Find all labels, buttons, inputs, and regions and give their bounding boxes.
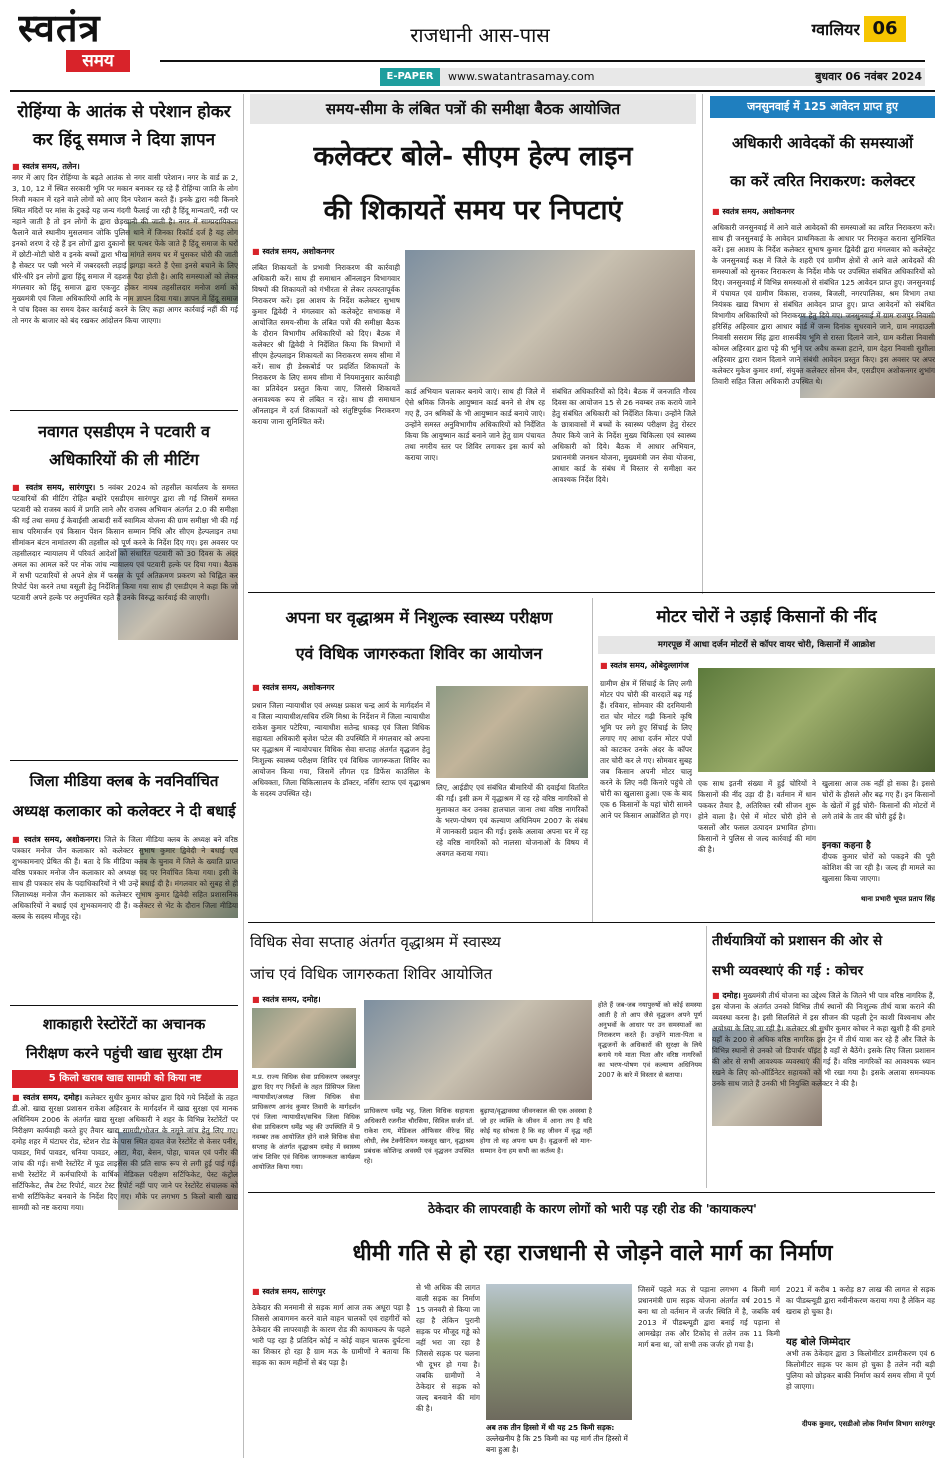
divider [10, 410, 238, 411]
road-photo-caption [486, 1422, 632, 1458]
article-text: कलेक्टर सुधीर कुमार कोचर द्वारा दिये गये निर्देशों के तहत डी.ओ. खाद्य सुरक्षा प्रशासन राकेश अहिरवार के मार्गदर्शन में खाद्य सुरक्षा एवं मानक अधिनियम 2006 के अंतर्गत खाद्य सुरक्षा अधिकारी ने शहर के विभिन्न रेस्टोरेंटों पर निरीक्षण कार्यवाही करते हुए तैयार खाद्य सामग्री/भोजन के नमूने जांच हेतु लिए गए। दमोह शहर में घंटाघर रोड, स्टेशन रोड के पास स्थित दावत वेज रेस्टोरेंट से केसर पनीर, पावडर, मिर्च पावडर, धनिया पावडर, आटा, मैदा, बेसन, पोहा, चावल एवं पनीर की जांच की गई। सभी रेस्टोरेंट में फूड लाइसेंस की प्रति साफ रूप से लगी हुई पाई गई। सभी रेस्टोरेंट में कर्मचारियों के वार्षिक मेडिकल परीक्षण सर्टिफिकेट, पेस्ट कंट्रोल सर्टिफिकेट, लैब टेस्ट रिपोर्ट, वाटर टेस्ट रिपोर्ट नहीं पाए जाने पर रेस्टोरेंट संचालक को सभी सर्टिफिकेट बनवाने के निर्देश दिए गए। मौके पर लगभग 5 किलो बासी खाद्य सामग्री को नष्ट कराया गया। [12, 1093, 238, 1212]
vriddhashram-body-col2 [436, 782, 588, 918]
motor-chor-headline: मोटर चोरों ने उड़ाई किसानों की नींद [656, 607, 877, 627]
headline-line: अपना घर वृद्धाश्रम में निशुल्क स्वास्थ्य परीक्षण [285, 608, 553, 627]
byline: ■ स्वतंत्र समय, ओबेदुल्लागंज [600, 660, 800, 672]
road-photo [486, 1284, 632, 1420]
jansunwai-headline [710, 124, 935, 200]
headline-line: कर हिंदू समाज ने दिया ज्ञापन [32, 130, 216, 150]
headline-line: अध्यक्ष कलाकार को कलेक्टर ने दी बधाई [12, 802, 236, 820]
headline-line: अधिकारी आवेदकों की समस्याओं [732, 134, 913, 152]
headline-line: की शिकायतें समय पर निपटाएं [323, 195, 623, 226]
newspaper-logo-sub: समय [66, 50, 130, 72]
newspaper-logo: स्वतंत्र [18, 6, 101, 50]
article-text: लिए, आईडीए एवं संबंधित बीमारियों की दवाईयां वितरित की गईं। इसी क्रम में वृद्धाश्रम में रह रहे वरिष्ठ नागरिकों से मुलाकात कर उनका हालचाल जाना तथा वरिष्ठ नागरिकों के भरण-पोषण एवं कल्याण अधिनियम 2007 के संबंध में जानकारी प्रदान की गई। इसके अलावा अपना घर में रह रहे वरिष्ठ नागरिकों को नालसा योजनाओं के विषय में अवगत कराया गया। [436, 783, 588, 858]
quote-box-text: अभी तक ठेकेदार द्वारा 3 किलोमीटर डामरीकरण एवं 6 किलोमीटर सड़क पर काम हो चुका है तलेन नदी बड़ी पुलिया को छोड़कर बाकी निर्माण कार्य समय सीमा में पूर्ण हो जाएगा। [786, 1349, 935, 1391]
article-text: लंबित शिकायतों के प्रभावी निराकरण की कार्रवाही अधिकारी करें। साथ ही समाधान ऑनलाइन विभागवार विषयों की शिकायतों को गंभीरता से लेकर तत्परतापूर्वक निराकरण करें। इस आशय के निर्देश कलेक्टर सुभाष कुमार द्विवेदी ने मंगलवार को कलेक्ट्रेट सभाकक्ष में आयोजित समय-सीमा के लंबित पत्रों की समीक्षा बैठक के दौरान विभागीय अधिकारियों को दिए। बैठक में कलेक्टर श्री द्विवेदी ने निर्देशित किया कि विभागों में सीएम हेल्पलाइन शिकायतों का निराकरण समय सीमा में करें। साथ ही डेस्कबोर्ड पर प्रदर्शित शिकायतों के निराकरण के लिए समय सीमा में नियमानुसार कार्रवाही का प्रतिवेदन प्रस्तुत किया जाए, जिससे शिकायतें अनावश्यक रूप से लंबित न रहे। साथ ही समाधान ऑनलाइन में दर्ज शिकायतों को संतुष्टिपूर्वक निराकरण कराया जाना सुनिश्चित करें। [252, 263, 400, 426]
headline-line: विधिक सेवा सप्ताह अंतर्गत वृद्धाश्रम में स्वास्थ्य [250, 933, 501, 951]
vriddhashram-body-col1 [252, 700, 430, 918]
restaurant-subhead: 5 किलो खराब खाद्य सामग्री को किया नष्ट [12, 1070, 238, 1088]
divider [248, 1192, 935, 1193]
road-body-col2 [416, 1282, 480, 1458]
byline: ■ स्वतंत्र समय, सारंगपुर [252, 1286, 402, 1298]
jansunwai-kicker: जनसुनवाई में 125 आवेदन प्राप्त हुए [710, 96, 935, 118]
jansunwai-body [712, 222, 935, 586]
edition-city: ग्वालियर [811, 20, 860, 39]
headline-line: जिला मीडिया क्लब के नवनिर्वाचित [29, 772, 219, 790]
column-rule [706, 926, 707, 1188]
headline-line: कलेक्टर बोले- सीएम हेल्प लाइन [313, 141, 633, 172]
rohingya-body [12, 172, 238, 404]
road-body-col4 [786, 1284, 935, 1330]
epaper-tag: E-PAPER [380, 68, 440, 86]
article-text: मुख्यमंत्री तीर्थ योजना का उद्देश्य जिले के जितने भी पात्र वरिष्ठ नागरिक हैं, इस योजना के अंतर्गत उनको विभिन्न तीर्थ स्थानों की निःशुल्क तीर्थ यात्रा कराने की व्यवस्था करना है। इसी सिलसिले में इस सीजन की पहली ट्रेन काशी विश्वनाथ और अयोध्या के लिए जा रही है। कलेक्टर श्री सुधीर कुमार कोचर ने कहा खुशी है की हमारे यहाँ के 200 से अधिक वरिष्ठ नागरिक इस ट्रेन में तीर्थ यात्रा कर रहे हैं और जिले के विभिन्न स्थानों से उनको जो डिपार्चर पॉइंट है वहाँ से बैठेंगे। इसके लिए जिला प्रशासन की ओर से सभी आवश्यक व्यवस्थाएं की गई हैं। वरिष्ठ नागरिकों का आवश्यक ध्यान रखने के लिए को-ऑर्डिनेटर सहायकों को भी रखा गया है। इसके अलावा समन्वयक उनके साथ जाते हैं उनकी भी नियुक्ति कलेक्टर ने की है। [712, 991, 935, 1088]
headline-line: नवागत एसडीएम ने पटवारी व [38, 422, 210, 441]
restaurant-headline [10, 1010, 238, 1070]
road-headline: धीमी गति से हो रहा राजधानी से जोड़ने वाले मार्ग का निर्माण [352, 1240, 833, 1266]
road-body-col1 [252, 1302, 410, 1458]
page-number: 06 [864, 16, 906, 42]
byline: ■ स्वतंत्र समय, अशोकनगर [252, 682, 402, 694]
headline-line: अधिकारियों की ली मीटिंग [49, 450, 199, 469]
article-text: म.प्र. राज्य विधिक सेवा प्राधिकरण जबलपुर द्वारा दिए गए निर्देशों के तहत प्रिंसिपल जिला न्यायाधीश/अध्यक्ष जिला विधिक सेवा प्राधिकरण आनंद कुमार तिवारी के मार्गदर्शन एवं जिला न्यायाधीश/सचिव जिला विधिक सेवा प्राधिकरण धर्मेंद्र भट्ट की उपस्थिति में 9 नवम्बर तक आयोजित होने वाले विधिक सेवा सप्ताह के अंतर्गत वृद्धाश्रम दमोह में स्वास्थ्य जांच शिविर एवं विधिक जागरूकता कार्यक्रम आयोजित किया गया। [252, 1073, 360, 1171]
article-text: जिसमें पहले मऊ से पड़ाना लगभग 4 किमी मार्ग प्रधानमंत्री ग्राम सड़क योजना अंतर्गत वर्ष 2015 में बना था तो वर्तमान में जर्जर स्थिति में है, जबकि वर्ष 2013 में पीडब्ल्यूडी द्वारा बनाई गई पड़ाना से आमखेड़ा तक और टिकोद से तलेन तक 11 किमी मार्ग बना था, जो सभी तक जर्जर हो गया है। [638, 1285, 780, 1349]
headline-line: सभी व्यवस्थाएं की गई : कोचर [712, 963, 864, 979]
article-text: अधिकारी जनसुनवाई में आने वाले आवेदकों की समस्याओं का त्वरित निराकरण करें। साथ ही जनसुनवाई के आवेदन प्राथमिकता के आधार पर निराकृत कराना सुनिश्चित करें। इस आशय के निर्देश कलेक्टर सुभाष कुमार द्विवेदी द्वारा मंगलवार को कलेक्ट्रेट के जनसुनवाई कक्ष में जिले के शहरी एवं ग्रामीण क्षेत्रों से आने वाले आवेदकों की समस्याओं को सुनकर निराकरण के निर्देश मौके पर उपस्थित संबंधित अधिकारियों को दिए। जनसुनवाई में विभिन्न समस्याओं से संबंधित 125 आवेदन प्राप्त हुए। जनसुनवाई में पंचायत एवं ग्रामीण विकास, राजस्व, बिजली, नगरपालिका, श्रम विभाग तथा नियंत्रक खाद्य विभाग से संबंधित आवेदन प्राप्त हुए। प्राप्त आवेदनों को संबंधित विभागीय अधिकारियों को निराकरण हेतु दिये गए। जनसुनवाई में ग्राम राजपुर निवासी हरिसिंह अहिरवार द्वारा आधार कार्ड में जन्म दिनांक सुधरवाने जाने, ग्राम नगदाउली निवासी ससराम सिंह द्वारा शासकीय भूमि से रास्ता दिलाने जाने, ग्राम करीला निवासी कोमल अहिरवार द्वारा पट्टे की भूमि पर अवैध कब्जा हटाने, ग्राम देहरा निवासी सुशीला अहिरवार द्वारा राशन दिलाने जाने संबंधी आवेदन प्रस्तुत किए। इस अवसर पर अपर कलेक्टर मुकेश कुमार शर्मा, संयुक्त कलेक्टर सोनम जैन, एसडीएम अशोकनगर शुभांग तिवारी सहित जिला अधिकारी उपस्थित थे। [712, 223, 935, 386]
caption-text: उल्लेखनीय है कि 25 किमी का यह मार्ग तीन हिस्सो में बना हुआ है। [486, 1434, 628, 1454]
motor-chor-subhead: मगरपूछ में आधा दर्जन मोटरों से कॉपर वायर चोरी, किसानों में आक्रोश [598, 636, 935, 654]
collector-body-col1 [252, 262, 400, 582]
motor-chor-body-col1 [600, 678, 692, 918]
motor-chor-body-col2 [698, 778, 816, 918]
vidhik-body-col2 [364, 1106, 474, 1188]
sdm-body [12, 482, 238, 754]
headline-line: शाकाहारी रेस्टोरेंटों का अचानक [42, 1016, 206, 1033]
article-text: खुलासा आज तक नहीं हो सका है। इससे चोरों के हौसले और बढ़ गए हैं। इन किसानों के खेतों में हुई चोरी- किसानों की मोटरों में लगे तांबे के तार की चोरी हुई है। [822, 779, 935, 821]
tirth-headline [712, 926, 935, 986]
road-kicker: ठेकेदार की लापरवाही के कारण लोगों को भारी पड़ रही रोड की 'कायाकल्प' [428, 1202, 757, 1216]
article-text: से भी अधिक की लागत वाली सड़क का निर्माण 15 जनवरी से किया जा रहा है लेकिन पुरानी सड़क पर मौजूद गड्ढे को नहीं भरा जा रहा है जिससे सड़क पर चलना भी दूभर हो गया है। जबकि ग्रामीणों ने ठेकेदार से सड़क को जल्द बनवाने की मांग की है। [416, 1283, 480, 1413]
article-text: संबंधित अधिकारियों को दिये। बैठक में जनजाति गौरव दिवस का आयोजन 15 से 26 नवम्बर तक कराये जाने हेतु संबंधित अधिकारी को निर्देशित किया। उन्होंने जिले के छात्रावासों में बच्चों के स्वास्थ्य परीक्षण हेतु रोस्टर तैयार किये जाने के निर्देश मुख्य चिकित्सा एवं स्वास्थ्य अधिकारी को दिये। बैठक में आधार अभियान, प्रधानमंत्री जनधन योजना, मुख्यमंत्री जन सेवा योजना, आधार कार्ड के संबंध में विस्तार से समीक्षा कर आवश्यक निर्देश दिये। [552, 387, 696, 484]
byline: ■ दमोह। [712, 991, 741, 1000]
section-title: राजधानी आस-पास [410, 23, 550, 47]
divider [10, 1005, 238, 1006]
byline: ■ स्वतंत्र समय, दमोह। [252, 994, 402, 1006]
collector-kicker: समय-सीमा के लंबित पत्रों की समीक्षा बैठक आयोजित [250, 94, 696, 124]
byline: ■ स्वतंत्र समय, अशोकनगर [252, 246, 402, 258]
article-text: होते हैं जब-जब नयापुरुषों को कोई समस्या आती है तो आप जैसे वृद्धजन अपने पूर्ण अनुभवों के आधार पर उन समस्याओं का निराकरण करते हैं। उन्होंने माता-पिता व वृद्धजनों के अधिकारों की सुरक्षा के लिये बनाये गये माता पिता और वरिष्ठ नागरिकों का भरण-पोषण एवं कल्याण अधिनियम 2007 के बारे में विस्तार से बताया। [598, 1001, 702, 1079]
divider [248, 592, 935, 593]
masthead-rule [160, 60, 925, 62]
byline: ■ स्वतंत्र समय, सारंगपुर। [12, 483, 95, 492]
byline: ■ स्वतंत्र समय, अशोकनगर। [12, 835, 101, 844]
motor-photo [698, 668, 935, 772]
article-text: ग्रामीण क्षेत्र में सिंचाई के लिए लगी मोटर पंप चोरी की वारदातें बढ़ गई हैं। रविवार, सोमवार की दरमियानी रात चोर मोटर गढ़ी किनारे कृषि भूमि पर लगे हुए सिंचाई के लिए लगाए गए आधा दर्जन मोटर पंपों को काटकर उनके अंदर के कॉपर तार चोरी कर ले गए। सोमवार सुबह जब किसान अपनी मोटर चालू करने के लिए नदी किनारे पहुंचे तो चोरी का खुलासा हुआ। एक के बाद एक 6 किसानों के यहां चोरी सामने आने पर किसान आक्रोशित हो गए। [600, 679, 692, 820]
quote-box-sign: दीपक कुमार, एसडीओ लोक निर्माण विभाग सारंगपुर [802, 1420, 935, 1428]
article-text: कार्ड अभियान चलाकर बनाये जाएं। साथ ही जिले में ऐसे श्रमिक जिनके आयुष्मान कार्ड बनने से शेष रह गए हैं, उन श्रमिकों के भी आयुष्मान कार्ड बनाये जाएं। उन्होंने समस्त अनुविभागीय अधिकारियों को निर्देशित किया कि आयुष्मान कार्ड बनाने जाने हेतु ग्राम पंचायत तथा नगरीय स्तर पर शिविर लगाकर इस कार्य को कराया जाए। [405, 387, 545, 462]
article-text: एक साथ इतनी संख्या में हुई चोरियों ने किसानों की नींद उड़ा दी है। वर्तमान में धान पककर तैयार है, अतिरिक्त रबी सीजन शुरू होने वाला है। ऐसे में मोटर चोरी होने से फसलों और फसल उत्पादन प्रभावित होगा। किसानों ने पुलिस से जल्द कार्रवाई की मांग की है। [698, 779, 816, 854]
restaurant-body [12, 1092, 238, 1458]
divider [10, 760, 238, 761]
byline: ■ स्वतंत्र समय, अशोकनगर [712, 206, 892, 218]
quote-box-sign: थाना प्रभारी भूपत प्रताप सिंह [860, 895, 935, 903]
vidhik-body-col4 [598, 1000, 702, 1188]
quote-box-title: इनका कहना है [822, 841, 871, 851]
vidhik-photo-main [364, 1000, 592, 1100]
column-rule [592, 598, 593, 922]
headline-line: रोहिंग्या के आतंक से परेशान होकर [17, 102, 231, 122]
vidhik-body-col3 [480, 1106, 592, 1188]
article-text: जिले के जिला मीडिया क्लब के अध्यक्ष बने वरिष्ठ पत्रकार मनोज जैन कलाकार को कलेक्टर सुभाष कुमार द्विवेदी ने बधाई एवं शुभकामनाएं प्रेषित की हैं। बता दे कि मीडिया क्लब के चुनाव में जिले के ख्याति प्राप्त वरिष्ठ पत्रकार मनोज जैन कलाकार को अध्यक्ष पद पर निर्वाचित किया गया। इसी के साथ ही पत्रकार संघ के पदाधिकारियों ने भी उन्हें बधाई दी है। मंगलवार को सुबह से ही जिलाध्यक्ष मनोज जैन कलाकार को कलेक्टर सुभाष कुमार द्विवेदी सहित प्रशासनिक अधिकारियों ने बधाई एवं शुभकामनाएं दी हैं। कलेक्टर से भेंट के दौरान जिला मीडिया क्लब के सदस्य मौजूद रहे। [12, 835, 238, 921]
road-quote-box [786, 1334, 935, 1458]
media-club-body [12, 834, 238, 1002]
vidhik-photo-left [252, 1008, 356, 1068]
byline: ■ स्वतंत्र समय, दमोह। [12, 1093, 82, 1102]
quote-box-title: यह बोले जिम्मेदार [786, 1337, 851, 1348]
headline-line: निरीक्षण करने पहुंची खाद्य सुरक्षा टीम [26, 1045, 222, 1062]
quote-box-text: दीपक कुमार चोरों को पकड़ने की पूरी कोशिश की जा रही है। जल्द ही मामले का खुलासा किया जाएगा। [822, 852, 935, 883]
column-rule [702, 94, 703, 594]
column-rule [243, 94, 244, 1458]
media-club-headline [10, 766, 238, 830]
article-text: प्राधिकरण धर्मेंद्र भट्ट, जिला विधिक सहायता अधिकारी रजनीश चौरसिया, सिविल सर्जन डॉ. राकेश राय, मेडिकल ऑफिसर वीरेन्द्र सिंह लोधी, लेब टेक्नीशियन मकसूद खान, वृद्धाश्रम प्रबंधक कोशिन्द्र अवस्थी एवं वृद्धजन उपस्थित रहे। [364, 1107, 474, 1165]
vidhik-body-col1 [252, 1072, 360, 1188]
rohingya-headline [10, 98, 238, 158]
collector-meeting-photo [405, 250, 695, 382]
motor-chor-quote-box [822, 838, 935, 918]
article-text: प्रधान जिला न्यायाधीश एवं अध्यक्ष प्रकाश चन्द्र आर्य के मार्गदर्शन में व जिला न्यायाधीश/सचिव रश्मि मिश्रा के निर्देशन में जिला न्यायाधीश राकेश कुमार पटेरिया, न्यायाधीश सतेन्द्र धाकड़ एवं जिला विधिक सहायता अधिकारी बृजेश पटेल की उपस्थिति में मंगलवार को अपना घर वृद्धाश्रम में न्यायोपचार विधिक सेवा सप्ताह अंतर्गत वृद्धजन हेतु निःशुल्क स्वास्थ्य परीक्षण शिविर एवं विधिक जागरूकता शिविर का आयोजन किया गया, जिसमें लीगल एड डिफेंस काउंसिल के अधिवक्ता, जिला चिकित्सालय के डॉक्टर, नर्सिंग स्टाफ एवं वृद्धाश्रम के सदस्य उपस्थित रहे। [252, 701, 430, 798]
issue-date: बुधवार 06 नवंबर 2024 [815, 70, 922, 83]
tirth-body [712, 990, 935, 1188]
site-url[interactable]: www.swatantrasamay.com [448, 70, 595, 83]
article-text: 2021 में करीब 1 करोड़ 87 लाख की लागत से सड़क का पीडब्ल्यूडी द्वारा नवीनीकरण कराया गया है लेकिन वह खराब हो चुका है। [786, 1285, 935, 1316]
headline-line: तीर्थयात्रियों को प्रशासन की ओर से [712, 933, 883, 949]
motor-chor-body-col3 [822, 778, 935, 832]
collector-body-col3 [552, 386, 696, 582]
vriddhashram-headline [250, 600, 588, 674]
divider [248, 922, 935, 923]
vriddhashram-photo [436, 686, 588, 778]
vidhik-seva-headline [250, 926, 702, 990]
road-body-col3 [638, 1284, 780, 1458]
article-text: बुढ़ापा/वृद्धावस्था जीवनकाल की एक अवस्था है जो हर व्यक्ति के जीवन में आना तय है यदि कोई यह सोचता है कि वह जीवन में वृद्ध नहीं होगा तो वह अपना भ्रम है। वृद्धजनों को मान-सम्मान देना हम सभी का कर्तव्य है। [480, 1107, 592, 1155]
byline: ■ स्वतंत्र समय, तलेन। [12, 161, 132, 173]
top-rule [10, 90, 935, 92]
collector-body-col2 [405, 386, 545, 582]
article-text: नगर में आए दिन रोहिंग्या के बढ़ते आतंक से नगर वासी परेशान। नगर के वार्ड क्र 2, 3, 10, 12 में स्थित सरकारी भूमि पर मकान बनाकर रह रहे हैं रोहिंग्या जाति के लोग निजी मकान में रहने वाले लोगों को आए दिन परेशान करते हैं। इनके द्वारा नदी किनारे स्थित मंदिरों पर मांस के टुकड़े यह जन्य गंदगी फैलाई जा रही है हिंदू मान्यताएँ, नदी पर नहाने जाती है तो इन लोगों के द्वारा छेड़खानी की जाती है। नगर में साम्प्रदायिकता फैलाने वाले स्थानीय मुसलमान जोकि पुलिस थाने में जिनका रिकॉर्ड दर्ज है यह लोग इनको शरण दे रहे हैं इन लोगों द्वारा दुकानों पर पत्थर फेंके जाते हैं हिंदू समाज के घरों में छोटी-मोटी चोरी व इनके बच्चों द्वारा भीख मांगते समय घर में घुसकर चोरी की जाती है सेक्टर पर पन्नी भरने में जबरदस्ती लड़ाई झगड़ा करते हैं ऐसा इनसे बचाने के लिए धीरे-धीरे इन लोगों द्वारा हिंदू समाज में दहशत पैदा होती है। आदि समस्याओं को लेकर मंगलवार को हिंदू समाज द्वारा एकजुट होकर नायब तहसीलदार मनोज शर्मा को मुख्यमंत्री एवं जिला अधिकारियों आदि के नाम ज्ञापन दिया गया। ज्ञापन में हिंदू समाज ने पांच दिवस का समय देकर कार्रवाई करने के लिए कहा आगर कार्रवाई नहीं की गई तो नगर के बाजार को बंद रखकर आंदोलन किया जाएगा। [12, 173, 238, 325]
headline-line: एवं विधिक जागरुकता शिविर का आयोजन [295, 644, 543, 663]
article-text: 5 नवंबर 2024 को तहसील कार्यालय के समस्त पटवारियों की मीटिंग रोहित बम्होरे एसडीएम सारंगपुर द्वारा ली गई जिसमें समस्त पटवारी को राजस्व कार्य में प्रगति लाने और राजस्व अभियान अंतर्गत 2.0 की समीक्षा की गई तथा समग्र ई केवाईसी आबादी सर्वे स्वामित्व योजना की ग्राम समीक्षा भी की गई साथ परिमार्जन एवं किसान पेंशन किसान सम्मान निधि और सीएम हेल्पलाइन तथा सीमांकन बंटन नामांतरण की तहसील को पूर्ण करने के निर्देश दिए गए। इस अवसर पर तहसीलदार न्यायालय में परिवर्त आदेशों को संधारित पटवारी को 30 दिवस के अंदर अमल का आमल करें पर नोक जांच न्यायालय एवं पटवारी हल्के पर दिया गया। बैठक में सभी पटवारियों से अपने क्षेत्र में फसल के पूर्व अतिक्रमण प्रकरण को चिह्नित कर रिपोर्ट पेश करने तथा वसूली हेतु निर्देशित किया गया साथ ही एसडीएम ने कहा कि जो पटवारी अपने हल्के पर अनुपस्थित रहते हैं उनके विरुद्ध कार्रवाई की जाएगी। [12, 483, 238, 602]
article-text: ठेकेदार की मनमानी से सड़क मार्ग आज तक अधूरा पड़ा है जिससे आवागमन करने वाले वाहन चालकों एवं राहगीरों को ठेकेदार की लापरवाही के कारण रोड की कायाकल्प के पहले भारी पड़ रहा है प्रतिदिन कोई न कोई वाहन चालक दुर्घटना का शिकार हो रहा है ग्राम मऊ के ग्रामीणों ने बताया कि सड़क का काम महीनों से बंद पड़ा है। [252, 1303, 410, 1367]
headline-line: जांच एवं विधिक जागरुकता शिविर आयोजित [250, 965, 493, 983]
caption-bold: अब तक तीन हिस्सो में थी यह 25 किमी सड़क: [486, 1423, 615, 1432]
headline-line: का करें त्वरित निराकरण: कलेक्टर [730, 172, 915, 190]
sdm-headline [10, 418, 238, 478]
collector-headline [250, 130, 696, 240]
